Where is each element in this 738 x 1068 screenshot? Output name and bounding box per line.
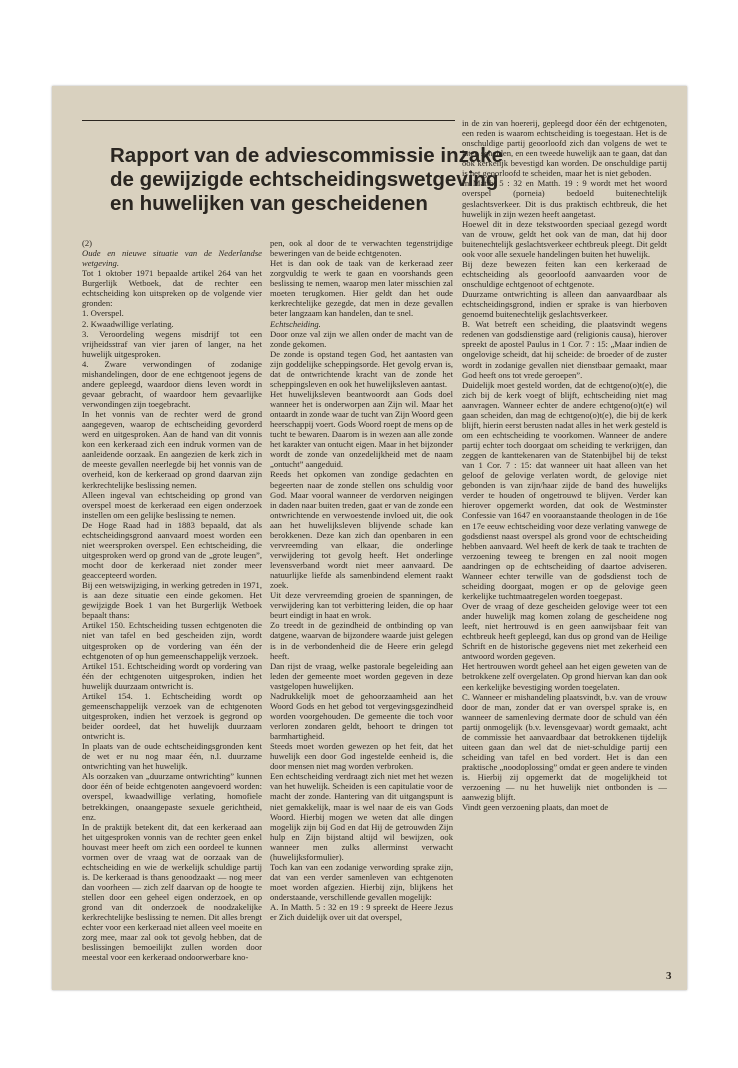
text-column-3 <box>462 118 667 986</box>
paragraph: C. Wanneer er mishandeling plaatsvindt, b.v. van de vrouw door de man, zonder dat er van overspel sprake is, en wanneer de samenleving dermate door de schuld van één partij onmogelijk (b.v. levensgevaar) wordt gemaakt, acht de commissie het aanvaardbaar dat betrokkenen tijdelijk uiteen gaan dan wel dat de niet-schuldige partij een scheiding van tafel en bed vordert. Het is dan een praktische „noodoplossing” omdat er geen andere te vinden is. Hierbij zij opgemerkt dat de mogelijkheid tot verzoening — nu het huwelijk niet ontbonden is — aanwezig blijft. <box>462 691 667 803</box>
paragraph: De Hoge Raad had in 1883 bepaald, dat als echtscheidingsgrond aanvaard moest worden een niet weersproken overspel. Een echtscheiding, die uitgesproken werd op grond van de „grote leugen”, mocht door de kerkeraad niet zonder meer geaccepteerd worden. <box>82 519 262 581</box>
paragraph: B. Wat betreft een scheiding, die plaatsvindt wegens redenen van godsdienstige aard (religionis causa), hierover spreekt de apostel Paulus in 1 Cor. 7 : 15: „Maar indien de ongelovige scheidt, dat hij scheide: de broeder of de zuster wordt in zodanige gevallen niet dienstbaar gemaakt, maar God heeft ons tot vrede geroepen”. <box>462 319 667 380</box>
title-line-3: en huwelijken van gescheidenen <box>110 192 428 215</box>
title-line-1: Rapport van de adviescommissie inzake <box>110 144 504 167</box>
paragraph: Steeds moet worden gewezen op het feit, dat het huwelijk een door God ingestelde eenheid is, die door mensen niet mag worden verbroken. <box>270 741 453 772</box>
article-title <box>110 144 504 216</box>
paragraph: Nadrukkelijk moet de gehoorzaamheid aan het Woord Gods en het gebod tot vergevingsgezindheid worden voorgehouden. De gemeente die toch voor verloren zondaren geldt, behoort te dringen tot barmhartigheid. <box>270 690 453 742</box>
paragraph: Door onze val zijn we allen onder de macht van de zonde gekomen. <box>270 328 453 349</box>
paragraph: Hoewel dit in deze tekstwoorden speciaal gezegd wordt van de vrouw, geldt het ook van de man, dat hij door buitenechtelijk geslachtsverkeer echtbreuk pleegt. Dit geldt ook voor alle sexuele handelingen buiten het huwelijk. <box>462 218 667 259</box>
paragraph: Tot 1 oktober 1971 bepaalde artikel 264 van het Burgerlijk Wetboek, dat de rechter een echtscheiding kon uitspreken op de volgende vier gronden: <box>82 268 262 309</box>
paragraph: Een echtscheiding verdraagt zich niet met het wezen van het huwelijk. Scheiden is een capitulatie voor de macht der zonde. Hantering van dit uitgangspunt is niet gemakkelijk, maar is wel naar de eis van Gods Woord. Hierbij mogen we weten dat alle dingen mogelijk zijn bij God en dat Hij de getrouwden Zijn hulp en Zijn bijstand altijd wil bewijzen, ook wanneer men zulks allerminst verwacht (huwelijksformulier). <box>270 771 453 862</box>
paragraph: Artikel 154. 1. Echtscheiding wordt op gemeenschappelijk verzoek van de echtgenoten uitgesproken, indien het verzoek is gegrond op beider oordeel, dat het huwelijk duurzaam ontwricht is. <box>82 690 262 742</box>
header-rule <box>82 120 455 121</box>
paragraph: 4. Zware verwondingen of zodanige mishandelingen, door de ene echtgenoot jegens de andere gepleegd, waardoor diens leven wordt in gevaar gebracht, of waardoor hem gevaarlijke verwondingen zijn toegebracht. <box>82 358 262 409</box>
paragraph: Artikel 150. Echtscheiding tussen echtgenoten die niet van tafel en bed gescheiden zijn, wordt uitgesproken op de vordering van één der echtgenoten of op hun gemeenschappelijk verzoek. <box>82 620 262 661</box>
page-number: 3 <box>666 970 672 982</box>
paragraph: Het is dan ook de taak van de kerkeraad zeer zorgvuldig te werk te gaan en voorshands geen beslissing te nemen, waarop men later misschien zal moeten terugkomen. Hier geldt dan het oude kerkrechtelijke gezegde, dat men in deze gevallen beter langzaam kan handelen, dan te snel. <box>270 258 453 319</box>
paragraph: Reeds het opkomen van zondige gedachten en begeerten naar de zonde stellen ons schuldig voor God. Maar vooral wanneer de verdorven neigingen in daden naar buiten treden, gaat er van de zonde een ontwrichtende en verwoestende invloed uit, die ook aan het huwelijksleven blijvende schade kan berokkenen. Deze kan zich dan openbaren in een vervreemding van elkaar, die onderlinge verwijdering tot gevolg heeft. Het onderlinge levensverband wordt niet meer aanvaard. De natuurlijke liefde als samenbindend element raakt zoek. <box>270 469 453 591</box>
paragraph: Artikel 151. Echtscheiding wordt op vordering van één der echtgenoten uitgesproken, indien het huwelijk duurzaam ontwricht is. <box>82 660 262 691</box>
paragraph: In het vonnis van de rechter werd de grond aangegeven, waarop de echtscheiding gevorderd werd en uitgesproken. Aan de hand van dit vonnis kon een kerkeraad zich een indruk vormen van de aanleidende oorzaak. En aangezien de kerk zich in de meeste gevallen neerlegde bij het vonnis van de overheid, kon de kerkeraad op grond daarvan zijn kerkrechtelijke beslissing nemen. <box>82 409 262 490</box>
paragraph: Duidelijk moet gesteld worden, dat de echtgeno(o)t(e), die zich bij de kerk voegt of blijft, echtscheiding niet mag aanvragen. Wanneer echter de andere echtgeno(o)t(e) wil gaan scheiden, dan mag de echtgeno(o)t(e), die bij de kerk blijft, hierin eerst berusten nadat alles in het werk gesteld is om een echtscheiding te voorkomen. Wanneer de andere partij echter toch doorgaat om scheiding te verkrijgen, dan zeggen de kanttekenaren van de Statenbijbel bij de tekst van 1 Cor. 7 : 15: dat wanneer uit haat alleen van het geloof de gelovige verlaten wordt, de gelovige niet gebonden is van zijn/haar zijde de band des huwelijks verder te houden of ongetrouwd te blijven. Verder kan hierover opgemerkt worden, dat ook de Westminster Confessie van 1647 en vooraanstaande theologen in de 16e en 17e eeuw echtscheiding voor deze verlating vanwege de godsdienst naast overspel als grond voor de echtscheiding hebben aanvaard. Wel heeft de kerk de taak te trachten de verzoening teweeg te brengen en zal nooit mogen aandringen op de echtscheiding of daartoe adviseren. Wanneer echter terwille van de godsdienst toch de scheiding doorgaat, mogen er op de gelovige geen kerkelijke tuchtmaatregelen worden toegepast. <box>462 379 667 601</box>
paragraph: Oude en nieuwe situatie van de Nederlandse wetgeving. <box>82 248 262 269</box>
paragraph: 3. Veroordeling wegens misdrijf tot een vrijheidsstraf van vier jaren of langer, na het huwelijk uitgesproken. <box>82 328 262 359</box>
paragraph: in de zin van hoererij, gepleegd door één der echtgenoten, een reden is waarom echtscheiding is toegestaan. Het is de onschuldige partij geoorloofd zich dan volgens de wet te laten scheiden, en een tweede huwelijk aan te gaan, dat dan ook kerkelijk bevestigd kan worden. De onschuldige partij is het geoorloofd te scheiden, maar het is niet geboden. <box>462 118 667 179</box>
paragraph: (2) <box>82 238 93 248</box>
paragraph: Toch kan van een zodanige verwording sprake zijn, dat van een verder samenleven van echtgenoten moet worden afgezien. Hierbij zijn, blijkens het onderstaande, verschillende gevallen mogelijk: <box>270 861 453 903</box>
paragraph: In Matth. 5 : 32 en Matth. 19 : 9 wordt met het woord overspel (porneia) bedoeld buitenechtelijk geslachtsverkeer. Dit is dus praktisch echtbreuk, die het huwelijk in zijn wezen heeft aangetast. <box>462 178 667 219</box>
paragraph: Vindt geen verzoening plaats, dan moet de <box>462 802 609 813</box>
title-line-2: de gewijzigde echtscheidingswetgeving <box>110 168 499 191</box>
paragraph: De zonde is opstand tegen God, het aantasten van zijn goddelijke scheppingsorde. Het gevolg ervan is, dat de ontwrichtende kracht van de zonde het scheppingsleven en ook het huwelijksleven aantast. <box>270 348 453 389</box>
paragraph: In plaats van de oude echtscheidingsgronden kent de wet er nu nog maar één, n.l. duurzame ontwrichting van het huwelijk. <box>82 741 262 772</box>
paragraph: Over de vraag of deze gescheiden gelovige weer tot een ander huwelijk mag komen zolang de gescheidene nog leeft, niet hertrouwd is en geen aanwijsbaar feit van echtbreuk heeft gepleegd, kan dus op grond van de Heilige Schrift en de historische gegevens niet met zekerheid een antwoord worden gegeven. <box>462 601 667 662</box>
paragraph: Alleen ingeval van echtscheiding op grond van overspel moest de kerkeraad een eigen onderzoek instellen om een gelijke beslissing te nemen. <box>82 489 262 520</box>
paragraph: Duurzame ontwrichting is alleen dan aanvaardbaar als echtscheidingsgrond, indien er sprake is van hierboven genoemd buitenechtelijk geslachtsverkeer. <box>462 289 667 320</box>
paragraph: Het hertrouwen wordt geheel aan het eigen geweten van de betrokkene zelf overgelaten. Op grond hiervan kan dan ook een kerkelijke bevestiging worden toegelaten. <box>462 661 667 692</box>
paragraph: Als oorzaken van „duurzame ontwrichting” kunnen door één of beide echtgenoten aangevoerd worden: overspel, kwaadwillige verlating, homofiele betrekkingen, onaangepaste sexuele gerichtheid, enz. <box>82 771 262 822</box>
paragraph: Het huwelijksleven beantwoordt aan Gods doel wanneer het is onderworpen aan Zijn wil. Maar het ontaardt in zonde waar de tucht van Zijn Woord geen heerschappij voert. Gods Woord roept de mens op de tucht te bewaren. Daarom is in wezen aan alle zonde het karakter van ontucht eigen. Maar in het bijzonder wordt de zonde van onzedelijkheid met de naam „ontucht” aangeduid. <box>270 388 453 470</box>
paragraph: In de praktijk betekent dit, dat een kerkeraad aan het uitgesproken vonnis van de rechter geen enkel houvast meer heeft om zich een oordeel te kunnen vormen over de vraag wat de oorzaak van de echtscheiding en wie de werkelijk schuldige partij is. De kerkeraad is thans genoodzaakt — nog meer dan voorheen — zich zelf daarvan op de hoogte te stellen door een geheel eigen onderzoek, en op grond van dit onderzoek de noodzakelijke kerkrechtelijke beslissing te nemen. Dit alles brengt echter voor een kerkeraad niet alleen veel moeite en zorg mee, maar zal ook tot gevolg hebben, dat de beslissingen bemoeilijkt zullen worden door meestal voor een kerkeraad ondoorwerbare kno- <box>82 821 262 963</box>
paragraph: Dan rijst de vraag, welke pastorale begeleiding aan leden der gemeente moet worden gegeven in deze vastgelopen huwelijken. <box>270 660 453 691</box>
paragraph: Echtscheiding. <box>270 318 321 329</box>
paragraph: Uit deze vervreemding groeien de spanningen, de verwijdering kan tot verbittering leiden, die op haar beurt eindigt in haat en wrok. <box>270 590 453 621</box>
text-column-1 <box>82 238 262 986</box>
paragraph: 1. Overspel. <box>82 308 124 319</box>
paragraph: 2. Kwaadwillige verlating. <box>82 318 174 329</box>
magazine-page <box>52 86 687 990</box>
text-column-2 <box>270 238 453 986</box>
paragraph: Bij deze bewezen feiten kan een kerkeraad de echtscheiding als geoorloofd aanvaarden voor de onschuldige echtgenoot of echtgenote. <box>462 258 667 289</box>
paragraph: Bij een wetswijziging, in werking getreden in 1971, is aan deze situatie een einde gekomen. Het gewijzigde Boek 1 van het Burgerlijk Wetboek bepaalt thans: <box>82 580 262 621</box>
paragraph: Zo treedt in de gezindheid de ontbinding op van datgene, waarvan de bijzondere waarde juist gelegen is in de verbondenheid die de Heere erin gelegd heeft. <box>270 620 453 661</box>
paragraph: A. In Matth. 5 : 32 en 19 : 9 spreekt de Heere Jezus er Zich duidelijk over uit dat overspel, <box>270 902 453 923</box>
paragraph: pen, ook al door de te verwachten tegenstrijdige beweringen van de beide echtgenoten. <box>270 238 453 259</box>
